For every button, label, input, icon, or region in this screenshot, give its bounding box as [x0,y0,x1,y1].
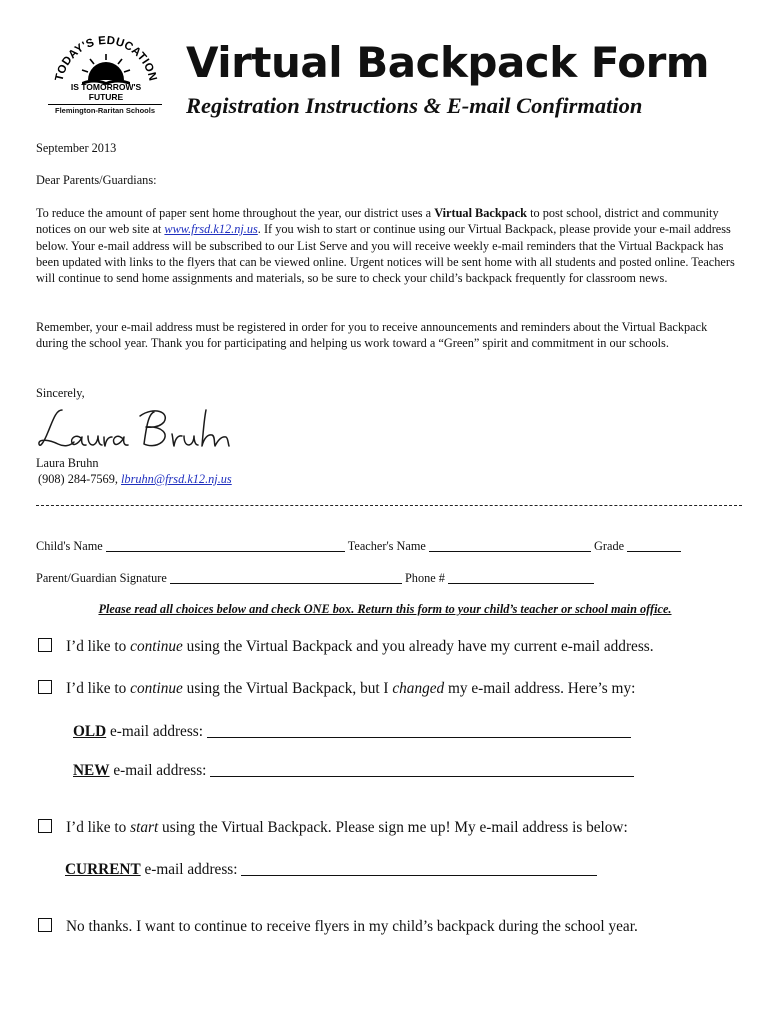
letter-date: September 2013 [36,141,117,155]
guardian-info-row [36,570,594,586]
district-logo [48,30,164,120]
letter-greeting: Dear Parents/Guardians: [36,173,157,187]
option-3-checkbox[interactable] [38,819,52,833]
guardian-signature-field[interactable] [170,570,402,584]
option-2-checkbox[interactable] [38,680,52,694]
letter-paragraph-2: Remember, your e-mail address must be registered in order for you to receive announcements and reminders about the Virtual Backpack during the school year. Thank you for participating and helping us work toward a “Green” spirit and commitment in our schools. [36,320,708,351]
new-email-label: NEW [73,762,110,779]
phone-field[interactable] [448,570,594,584]
p1-text-b: to post school, district and community notices on our web site at [36,206,719,237]
option-start [38,818,628,837]
opt2-text-b: using the Virtual Backpack, but I [182,680,393,697]
current-email-row [65,860,597,879]
student-info-row [36,538,681,554]
opt2-text-a: I’d like to [66,680,131,697]
signer-name: Laura Bruhn [36,456,99,470]
option-4-checkbox[interactable] [38,918,52,932]
page-subtitle: Registration Instructions & E-mail Confirmation [186,93,643,118]
logo-emblem [48,30,164,90]
cut-line-divider [36,505,742,506]
grade-label: Grade [594,539,625,553]
logo-district-name: Flemington-Raritan Schools [48,104,162,118]
opt2-emphasis: continue [130,680,183,697]
logo-slogan-line1: IS TOMORROW'S [70,82,142,92]
opt2-emphasis-2: changed [392,680,445,697]
letter-paragraph-1 [36,205,736,286]
old-email-label: OLD [73,723,107,740]
opt4-text: No thanks. I want to continue to receive flyers in my child’s backpack during the school year. [66,918,638,935]
teacher-name-label: Teacher's Name [347,539,426,553]
p1-text-c: . If you wish to start or continue using our Virtual Backpack, please provide your e-mail address below. Your e-mail address will be subscribed to our List Serve and you will receive weekly e-mail reminders that the Virtual Backpack has been updated with links to the flyers that can be viewed online. Urgent notices will be sent home with all students and posted online. Teachers will continue to send home assignments and materials, so be sure to check your child’s backpack frequently for classroom news. [36,222,735,286]
opt1-text-b: using the Virtual Backpack and you already have my current e-mail address. [182,638,654,655]
old-email-field[interactable] [207,724,631,738]
current-email-field[interactable] [241,862,597,876]
logo-arc-text: TODAY'S EDUCATION [53,34,159,83]
teacher-name-field[interactable] [429,538,591,552]
district-website-link[interactable]: www.frsd.k12.nj.us [164,222,258,237]
form-instructions: Please read all choices below and check ONE box. Return this form to your child’s teacher or school main office. [98,602,672,616]
current-email-label: CURRENT [65,861,141,878]
new-email-row [73,761,634,780]
opt3-emphasis: start [130,819,159,836]
handwritten-signature [36,402,236,458]
old-email-suffix: e-mail address: [106,723,207,740]
option-continue-changed-email [38,679,635,698]
option-1-checkbox[interactable] [38,638,52,652]
new-email-field[interactable] [210,763,634,777]
opt1-emphasis: continue [130,638,183,655]
current-email-suffix: e-mail address: [140,861,242,878]
grade-field[interactable] [627,538,681,552]
opt3-text-a: I’d like to [66,819,131,836]
child-name-field[interactable] [106,538,345,552]
signer-email-link[interactable]: lbruhn@frsd.k12.nj.us [121,472,232,486]
letter-closing: Sincerely, [36,386,85,400]
guardian-signature-label: Parent/Guardian Signature [36,571,167,585]
page-title: Virtual Backpack Form [186,38,710,87]
p1-text-a: To reduce the amount of paper sent home throughout the year, our district uses a [36,206,435,220]
signer-phone: (908) 284-7569, [38,472,121,486]
phone-label: Phone # [404,571,445,585]
option-no-thanks [38,917,638,936]
signer-contact [38,471,232,487]
old-email-row [73,722,631,741]
opt2-text-c: my e-mail address. Here’s my: [444,680,636,697]
opt1-text-a: I’d like to [66,638,131,655]
child-name-label: Child's Name [36,539,103,553]
logo-slogan-line2: FUTURE [88,92,124,102]
logo-slogan [56,82,156,102]
sun-book-icon [82,54,130,85]
new-email-suffix: e-mail address: [109,762,211,779]
virtual-backpack-bold: Virtual Backpack [434,206,527,220]
option-continue-same-email [38,637,654,656]
opt3-text-b: using the Virtual Backpack. Please sign me up! My e-mail address is below: [158,819,628,836]
